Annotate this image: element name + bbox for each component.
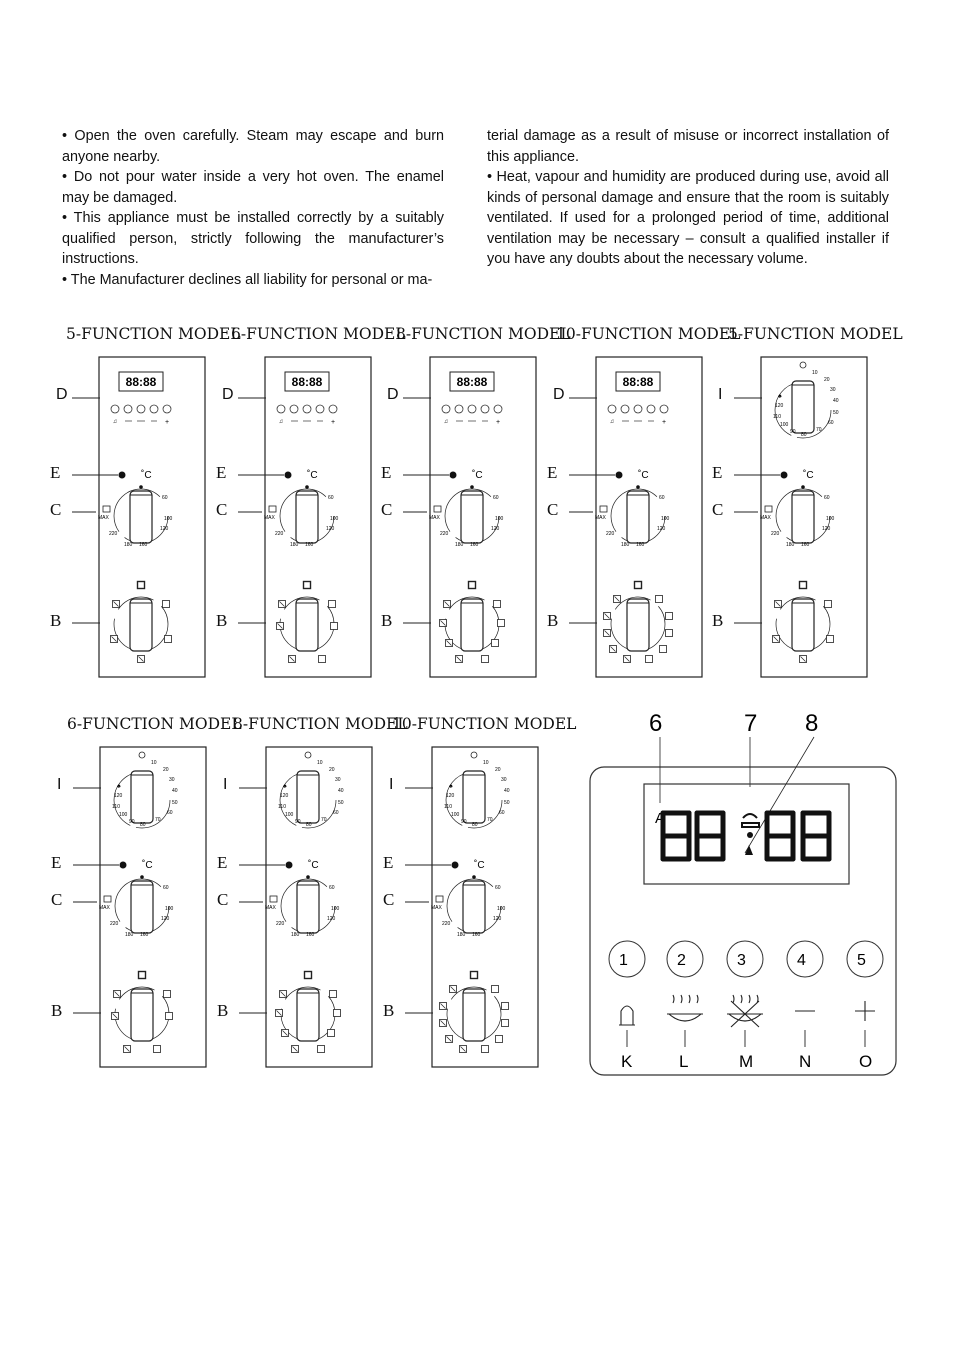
thermostat-knob: [431, 875, 506, 938]
label-e: E: [216, 463, 227, 482]
display-letter-a: A: [655, 810, 666, 827]
svg-text:110: 110: [112, 804, 120, 810]
svg-text:180: 180: [621, 542, 630, 548]
function-icon: [492, 986, 499, 993]
svg-text:220: 220: [110, 921, 119, 927]
heat-icon: [667, 995, 703, 1021]
function-icon: [329, 601, 336, 608]
timer-dial: [444, 752, 510, 828]
function-icon: [482, 1046, 489, 1053]
model-header: 10-FUNCTION MODEL: [392, 715, 577, 733]
function-selector-knob: [112, 972, 173, 1053]
control-panel: [217, 747, 383, 1067]
svg-text:10: 10: [317, 760, 323, 766]
svg-text:80: 80: [801, 432, 807, 438]
indicator-light: [781, 472, 788, 479]
label-e: E: [51, 853, 62, 872]
svg-text:20: 20: [329, 767, 335, 773]
svg-text:120: 120: [114, 793, 123, 799]
thermostat-knob: [98, 485, 173, 548]
button-4[interactable]: [787, 941, 823, 977]
top-label: D: [553, 386, 565, 403]
svg-text:88:88: 88:88: [291, 375, 323, 389]
label-b: B: [712, 611, 724, 630]
celsius-label: ˚C: [472, 470, 483, 481]
svg-text:40: 40: [172, 788, 178, 794]
button-number: 1: [619, 952, 628, 969]
svg-text:40: 40: [833, 398, 839, 404]
label-c: C: [216, 500, 228, 519]
svg-text:♠: ♠: [449, 783, 453, 790]
control-panel: [50, 357, 216, 677]
svg-text:60: 60: [167, 810, 173, 816]
svg-text:60: 60: [333, 810, 339, 816]
svg-text:220: 220: [109, 531, 118, 537]
callout-6: 6: [649, 710, 663, 737]
svg-text:MAX: MAX: [98, 515, 109, 521]
svg-text:70: 70: [816, 427, 822, 433]
celsius-label: ˚C: [474, 860, 485, 871]
svg-text:60: 60: [162, 495, 168, 501]
svg-text:120: 120: [160, 526, 169, 532]
thermostat-knob: [595, 485, 670, 548]
clock-buttons: [111, 405, 171, 426]
button-letter: O: [859, 1052, 873, 1071]
svg-text:10: 10: [483, 760, 489, 766]
button-letter: K: [621, 1052, 633, 1071]
function-icon: [496, 1036, 503, 1043]
svg-text:♫: ♫: [112, 419, 118, 425]
label-b: B: [547, 611, 559, 630]
label-b: B: [50, 611, 62, 630]
svg-text:MAX: MAX: [265, 905, 276, 911]
celsius-label: ˚C: [141, 470, 152, 481]
svg-text:88:88: 88:88: [622, 375, 654, 389]
svg-text:180: 180: [125, 932, 134, 938]
label-e: E: [381, 463, 392, 482]
svg-text:+: +: [661, 419, 667, 426]
svg-text:70: 70: [487, 817, 493, 823]
callout-8: 8: [805, 710, 819, 737]
clock-display: [277, 372, 337, 426]
model-header: 6-FUNCTION MODEL: [67, 715, 242, 733]
label-e: E: [50, 463, 61, 482]
svg-text:+: +: [495, 419, 501, 426]
paragraph: terial damage as a result of misuse or incorrect installation of this appliance.: [487, 128, 889, 165]
indicator-light: [450, 472, 457, 479]
svg-text:MAX: MAX: [429, 515, 440, 521]
function-icon: [138, 582, 145, 589]
label-b: B: [217, 1001, 229, 1020]
svg-text:60: 60: [163, 885, 169, 891]
function-selector-knob: [440, 582, 505, 663]
svg-text:90: 90: [129, 819, 135, 825]
indicator-light: [452, 862, 459, 869]
control-panel: [383, 747, 549, 1067]
top-label: I: [389, 776, 394, 793]
svg-text:160: 160: [306, 932, 315, 938]
svg-text:120: 120: [280, 793, 289, 799]
svg-text:100: 100: [164, 516, 173, 522]
label-c: C: [383, 890, 395, 909]
timer-dial: [278, 752, 344, 828]
clock-buttons: [608, 405, 668, 426]
svg-text:120: 120: [657, 526, 666, 532]
paragraph: • Open the oven carefully. Steam may escape and burn anyone nearby.: [62, 128, 444, 165]
svg-text:70: 70: [321, 817, 327, 823]
clock-detail-diagram: [585, 705, 905, 1085]
label-c: C: [51, 890, 63, 909]
top-label: I: [57, 776, 62, 793]
svg-text:50: 50: [833, 410, 839, 416]
function-icon: [469, 582, 476, 589]
svg-text:110: 110: [278, 804, 286, 810]
label-b: B: [216, 611, 228, 630]
indicator-light: [616, 472, 623, 479]
celsius-label: ˚C: [142, 860, 153, 871]
clock-buttons: [442, 405, 502, 426]
svg-text:80: 80: [140, 822, 146, 828]
function-icon: [139, 972, 146, 979]
function-selector-knob: [111, 582, 172, 663]
svg-text:60: 60: [495, 885, 501, 891]
label-b: B: [51, 1001, 63, 1020]
function-icon: [330, 991, 337, 998]
function-icon: [163, 601, 170, 608]
svg-text:30: 30: [501, 777, 507, 783]
svg-text:110: 110: [444, 804, 452, 810]
svg-text:180: 180: [124, 542, 133, 548]
svg-text:100: 100: [451, 812, 460, 818]
thermostat-knob: [760, 485, 835, 548]
svg-text:70: 70: [155, 817, 161, 823]
svg-text:220: 220: [606, 531, 615, 537]
svg-text:120: 120: [822, 526, 831, 532]
function-selector-knob: [276, 972, 341, 1053]
svg-text:160: 160: [140, 932, 149, 938]
function-icon: [331, 623, 338, 630]
button-number: 4: [797, 952, 806, 969]
celsius-label: ˚C: [307, 470, 318, 481]
thermostat-knob: [429, 485, 504, 548]
label-b: B: [381, 611, 393, 630]
function-icon: [319, 656, 326, 663]
svg-text:60: 60: [328, 495, 334, 501]
paragraph: • This appliance must be installed correctly by a suitably qualified person, strictly following the manufacturer’s instructions.: [62, 210, 444, 267]
svg-text:220: 220: [771, 531, 780, 537]
function-icon: [318, 1046, 325, 1053]
button-2[interactable]: [667, 941, 703, 977]
function-icon: [164, 991, 171, 998]
svg-text:160: 160: [472, 932, 481, 938]
function-selector-knob: [277, 582, 338, 663]
svg-text:30: 30: [169, 777, 175, 783]
svg-text:100: 100: [661, 516, 670, 522]
function-selector-knob: [440, 972, 509, 1053]
label-c: C: [50, 500, 62, 519]
thermostat-knob: [99, 875, 174, 938]
button-number: 5: [857, 952, 866, 969]
button-3[interactable]: [727, 941, 763, 977]
svg-text:100: 100: [495, 516, 504, 522]
function-icon: [635, 582, 642, 589]
text-column-right: [487, 126, 889, 270]
label-c: C: [217, 890, 229, 909]
svg-text:180: 180: [786, 542, 795, 548]
function-icon: [305, 972, 312, 979]
svg-text:120: 120: [326, 526, 335, 532]
model-header: 5-FUNCTION MODEL: [66, 325, 241, 343]
svg-text:♫: ♫: [278, 419, 284, 425]
function-icon: [646, 656, 653, 663]
function-icon: [660, 646, 667, 653]
model-header: 5-FUNCTION MODEL: [728, 325, 903, 343]
paragraph: • Heat, vapour and humidity are produced during use, avoid all kinds of personal damage and ensure that the room is suitably ventilated. If used for a prolonged period of time, additional ventilation may be necessary – consult a qualified installer if you have any doubts about the necessary volume.: [487, 169, 889, 267]
svg-text:180: 180: [455, 542, 464, 548]
model-header: 8-FUNCTION MODEL: [233, 715, 408, 733]
svg-text:100: 100: [165, 906, 174, 912]
function-icon: [800, 582, 807, 589]
top-label: D: [222, 386, 234, 403]
function-icon: [825, 601, 832, 608]
celsius-label: ˚C: [638, 470, 649, 481]
svg-text:60: 60: [828, 420, 834, 426]
control-panel: [51, 747, 217, 1067]
clock-display: [608, 372, 668, 426]
button-1[interactable]: [609, 941, 645, 977]
function-icon: [502, 1020, 509, 1027]
svg-text:50: 50: [504, 800, 510, 806]
svg-text:♠: ♠: [283, 783, 287, 790]
function-icon: [498, 620, 505, 627]
top-label: D: [56, 386, 68, 403]
svg-text:♫: ♫: [443, 419, 449, 425]
function-icon: [328, 1030, 335, 1037]
svg-text:MAX: MAX: [760, 515, 771, 521]
defrost-icon: [727, 995, 763, 1027]
plus-icon: [855, 1001, 875, 1021]
function-icon: [502, 1003, 509, 1010]
svg-text:120: 120: [327, 916, 336, 922]
function-icon: [827, 636, 834, 643]
svg-text:120: 120: [446, 793, 455, 799]
function-icon: [492, 640, 499, 647]
thermostat-knob: [264, 485, 339, 548]
svg-text:100: 100: [826, 516, 835, 522]
svg-text:100: 100: [497, 906, 506, 912]
function-icon: [154, 1046, 161, 1053]
timer-dial: [773, 362, 839, 438]
indicator-light: [285, 472, 292, 479]
indicator-light: [286, 862, 293, 869]
top-label: I: [718, 386, 723, 403]
button-number: 3: [737, 952, 746, 969]
svg-text:160: 160: [139, 542, 148, 548]
label-c: C: [712, 500, 724, 519]
svg-text:120: 120: [775, 403, 784, 409]
svg-text:MAX: MAX: [99, 905, 110, 911]
function-icon: [666, 613, 673, 620]
label-e: E: [712, 463, 723, 482]
svg-text:90: 90: [461, 819, 467, 825]
svg-text:160: 160: [801, 542, 810, 548]
label-c: C: [381, 500, 393, 519]
svg-text:MAX: MAX: [595, 515, 606, 521]
label-e: E: [217, 853, 228, 872]
svg-text:220: 220: [275, 531, 284, 537]
clock-display: [111, 372, 171, 426]
clock-display: [442, 372, 502, 426]
label-c: C: [547, 500, 559, 519]
svg-text:88:88: 88:88: [125, 375, 157, 389]
svg-text:220: 220: [442, 921, 451, 927]
paragraph: • The Manufacturer declines all liability for personal or ma-: [62, 271, 433, 288]
control-panel: [216, 357, 382, 677]
clock-buttons: [277, 405, 337, 426]
label-b: B: [383, 1001, 395, 1020]
svg-text:90: 90: [295, 819, 301, 825]
svg-text:MAX: MAX: [264, 515, 275, 521]
control-panel: [381, 357, 547, 677]
svg-text:80: 80: [472, 822, 478, 828]
svg-text:20: 20: [824, 377, 830, 383]
svg-text:20: 20: [495, 767, 501, 773]
thermostat-knob: [265, 875, 340, 938]
text-column-left: [62, 126, 444, 290]
svg-text:80: 80: [306, 822, 312, 828]
top-label: I: [223, 776, 228, 793]
svg-text:+: +: [164, 419, 170, 426]
svg-text:120: 120: [491, 526, 500, 532]
svg-text:20: 20: [163, 767, 169, 773]
svg-text:100: 100: [285, 812, 294, 818]
svg-text:60: 60: [329, 885, 335, 891]
function-icon: [471, 972, 478, 979]
function-selector-knob: [773, 582, 834, 663]
svg-text:100: 100: [331, 906, 340, 912]
model-header: 8-FUNCTION MODEL: [396, 325, 571, 343]
svg-text:160: 160: [470, 542, 479, 548]
svg-text:50: 50: [172, 800, 178, 806]
label-e: E: [547, 463, 558, 482]
svg-text:10: 10: [812, 370, 818, 376]
indicator-light: [119, 472, 126, 479]
svg-text:60: 60: [659, 495, 665, 501]
svg-text:100: 100: [330, 516, 339, 522]
svg-text:10: 10: [151, 760, 157, 766]
svg-text:30: 30: [830, 387, 836, 393]
button-5[interactable]: [847, 941, 883, 977]
paragraph: • Do not pour water inside a very hot oven. The enamel may be damaged.: [62, 169, 444, 206]
svg-text:88:88: 88:88: [456, 375, 488, 389]
svg-text:♠: ♠: [778, 393, 782, 400]
svg-text:MAX: MAX: [431, 905, 442, 911]
svg-text:90: 90: [790, 429, 796, 435]
svg-text:60: 60: [493, 495, 499, 501]
model-header: 6-FUNCTION MODEL: [231, 325, 406, 343]
button-letter: L: [679, 1052, 689, 1071]
celsius-label: ˚C: [803, 470, 814, 481]
function-selector-knob: [604, 582, 673, 663]
svg-text:100: 100: [780, 422, 789, 428]
svg-text:30: 30: [335, 777, 341, 783]
svg-text:220: 220: [440, 531, 449, 537]
button-letter: N: [799, 1052, 812, 1071]
svg-text:50: 50: [338, 800, 344, 806]
function-icon: [482, 656, 489, 663]
control-panel: [712, 357, 878, 677]
svg-text:60: 60: [824, 495, 830, 501]
function-icon: [656, 596, 663, 603]
svg-text:40: 40: [504, 788, 510, 794]
function-icon: [304, 582, 311, 589]
button-letter: M: [739, 1052, 754, 1071]
function-icon: [166, 1013, 173, 1020]
control-panel: [547, 357, 713, 677]
svg-text:♠: ♠: [117, 783, 121, 790]
function-icon: [165, 636, 172, 643]
label-e: E: [383, 853, 394, 872]
svg-text:180: 180: [457, 932, 466, 938]
svg-text:160: 160: [305, 542, 314, 548]
svg-text:110: 110: [773, 414, 781, 420]
svg-text:180: 180: [290, 542, 299, 548]
function-icon: [334, 1010, 341, 1017]
svg-text:♫: ♫: [609, 419, 615, 425]
indicator-light: [120, 862, 127, 869]
svg-text:160: 160: [636, 542, 645, 548]
timer-dial: [112, 752, 178, 828]
svg-text:180: 180: [291, 932, 300, 938]
svg-text:+: +: [330, 419, 336, 426]
callout-7: 7: [744, 710, 758, 737]
celsius-label: ˚C: [308, 860, 319, 871]
svg-text:220: 220: [276, 921, 285, 927]
model-header: 10-FUNCTION MODEL: [556, 325, 741, 343]
svg-text:120: 120: [161, 916, 170, 922]
button-number: 2: [677, 952, 686, 969]
svg-text:60: 60: [499, 810, 505, 816]
function-icon: [494, 601, 501, 608]
top-label: D: [387, 386, 399, 403]
svg-text:100: 100: [119, 812, 128, 818]
function-icon: [666, 630, 673, 637]
svg-text:120: 120: [493, 916, 502, 922]
detail-frame: [590, 767, 896, 1075]
bell-icon: [619, 1006, 635, 1025]
svg-text:40: 40: [338, 788, 344, 794]
